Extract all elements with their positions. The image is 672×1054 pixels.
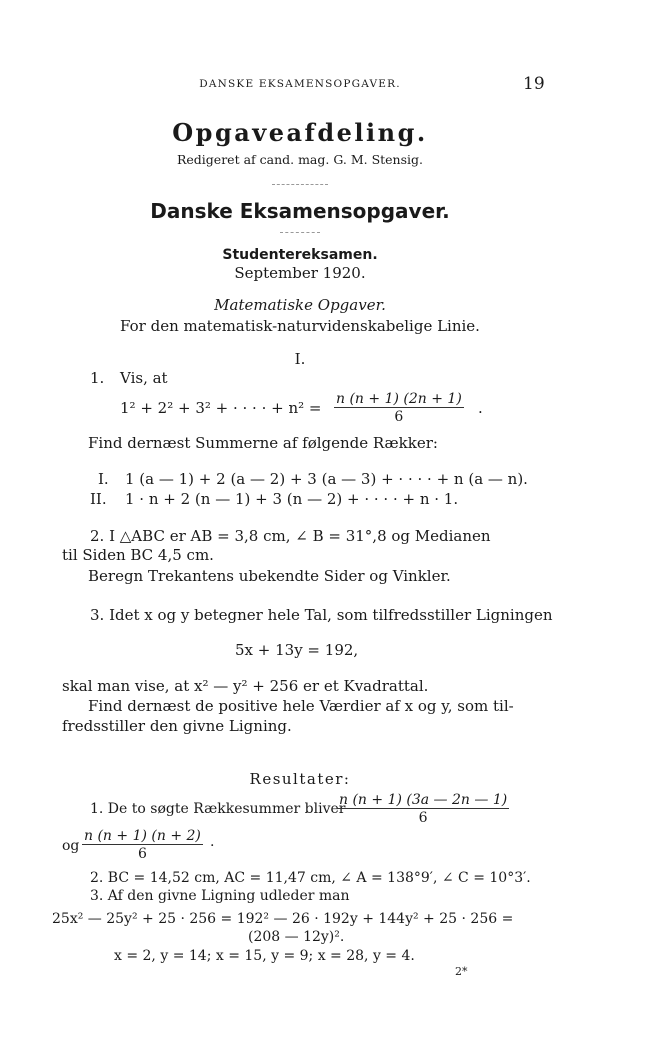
series-expression: 1 · n + 2 (n — 1) + 3 (n — 2) + · · · · + n · 1. xyxy=(125,490,459,508)
exam-date: September 1920. xyxy=(234,264,366,282)
result-1-numerator: n (n + 1) (3a — 2n — 1) xyxy=(339,792,508,808)
divider xyxy=(280,232,320,233)
editor-line: Redigeret af cand. mag. G. M. Stensig. xyxy=(177,152,423,167)
result-3-equation-continued: (208 — 12y)². xyxy=(248,929,345,945)
problem-intro: Vis, at xyxy=(120,369,168,387)
problem-3-equation: 5x + 13y = 192, xyxy=(235,641,359,659)
result-1-denominator: 6 xyxy=(418,810,428,826)
formula-end: . xyxy=(478,399,483,417)
problem-2-line: 2. I △ABC er AB = 3,8 cm, ∠ B = 31°,8 og Medianen xyxy=(90,527,491,545)
formula-numerator: n (n + 1) (2n + 1) xyxy=(336,391,462,407)
exam-line: For den matematisk-naturvidenskabelige Linie. xyxy=(120,317,480,335)
part-number: I. xyxy=(294,350,306,368)
problem-3-line: 3. Idet x og y betegner hele Tal, som tilfredsstiller Ligningen xyxy=(90,606,553,624)
result-1-fraction xyxy=(337,792,509,826)
result-2: 2. BC = 14,52 cm, AC = 11,47 cm, ∠ A = 138°9′, ∠ C = 10°3′. xyxy=(90,870,531,886)
divider xyxy=(272,184,328,185)
result-1-end: . xyxy=(210,834,215,850)
series-label: I. xyxy=(98,470,109,488)
results-heading: Resultater: xyxy=(249,770,351,788)
result-1-second-fraction xyxy=(82,828,203,862)
problem-number: 1. xyxy=(90,369,105,387)
series-expression: 1 (a — 1) + 2 (a — 2) + 3 (a — 3) + · · · · + n (a — n). xyxy=(125,470,528,488)
main-heading: Danske Eksamensopgaver. xyxy=(150,199,450,223)
page-number: 19 xyxy=(523,74,545,94)
result-1-text: 1. De to søgte Rækkesummer bliver xyxy=(90,801,346,817)
exam-name: Studentereksamen. xyxy=(222,247,378,263)
result-3-equation: 25x² — 25y² + 25 · 256 = 192² — 26 · 192y + 144y² + 25 · 256 = xyxy=(52,911,514,927)
signature-mark: 2* xyxy=(455,965,468,978)
exam-subject: Matematiske Opgaver. xyxy=(214,296,386,314)
problem-task: Find dernæst Summerne af følgende Rækker: xyxy=(88,434,438,452)
problem-2-line: Beregn Trekantens ubekendte Sider og Vinkler. xyxy=(88,567,451,585)
running-head: DANSKE EKSAMENSOPGAVER. xyxy=(199,78,401,90)
result-3-solutions: x = 2, y = 14; x = 15, y = 9; x = 28, y = 4. xyxy=(114,948,415,964)
series-label: II. xyxy=(90,490,107,508)
formula-denominator: 6 xyxy=(394,409,404,425)
result-1-second-denominator: 6 xyxy=(137,846,147,862)
formula-fraction xyxy=(334,391,464,425)
section-title: Opgaveafdeling. xyxy=(172,118,428,147)
problem-2-line: til Siden BC 4,5 cm. xyxy=(62,546,214,564)
result-1-second-numerator: n (n + 1) (n + 2) xyxy=(84,828,201,844)
problem-3-line: fredsstiller den givne Ligning. xyxy=(62,717,292,735)
result-1-og: og xyxy=(62,838,80,854)
formula-lhs: 1² + 2² + 3² + · · · · + n² = xyxy=(120,399,322,417)
result-3-intro: 3. Af den givne Ligning udleder man xyxy=(90,888,350,904)
problem-3-line: skal man vise, at x² — y² + 256 er et Kvadrattal. xyxy=(62,677,429,695)
problem-3-line: Find dernæst de positive hele Værdier af x og y, som til- xyxy=(88,697,514,715)
